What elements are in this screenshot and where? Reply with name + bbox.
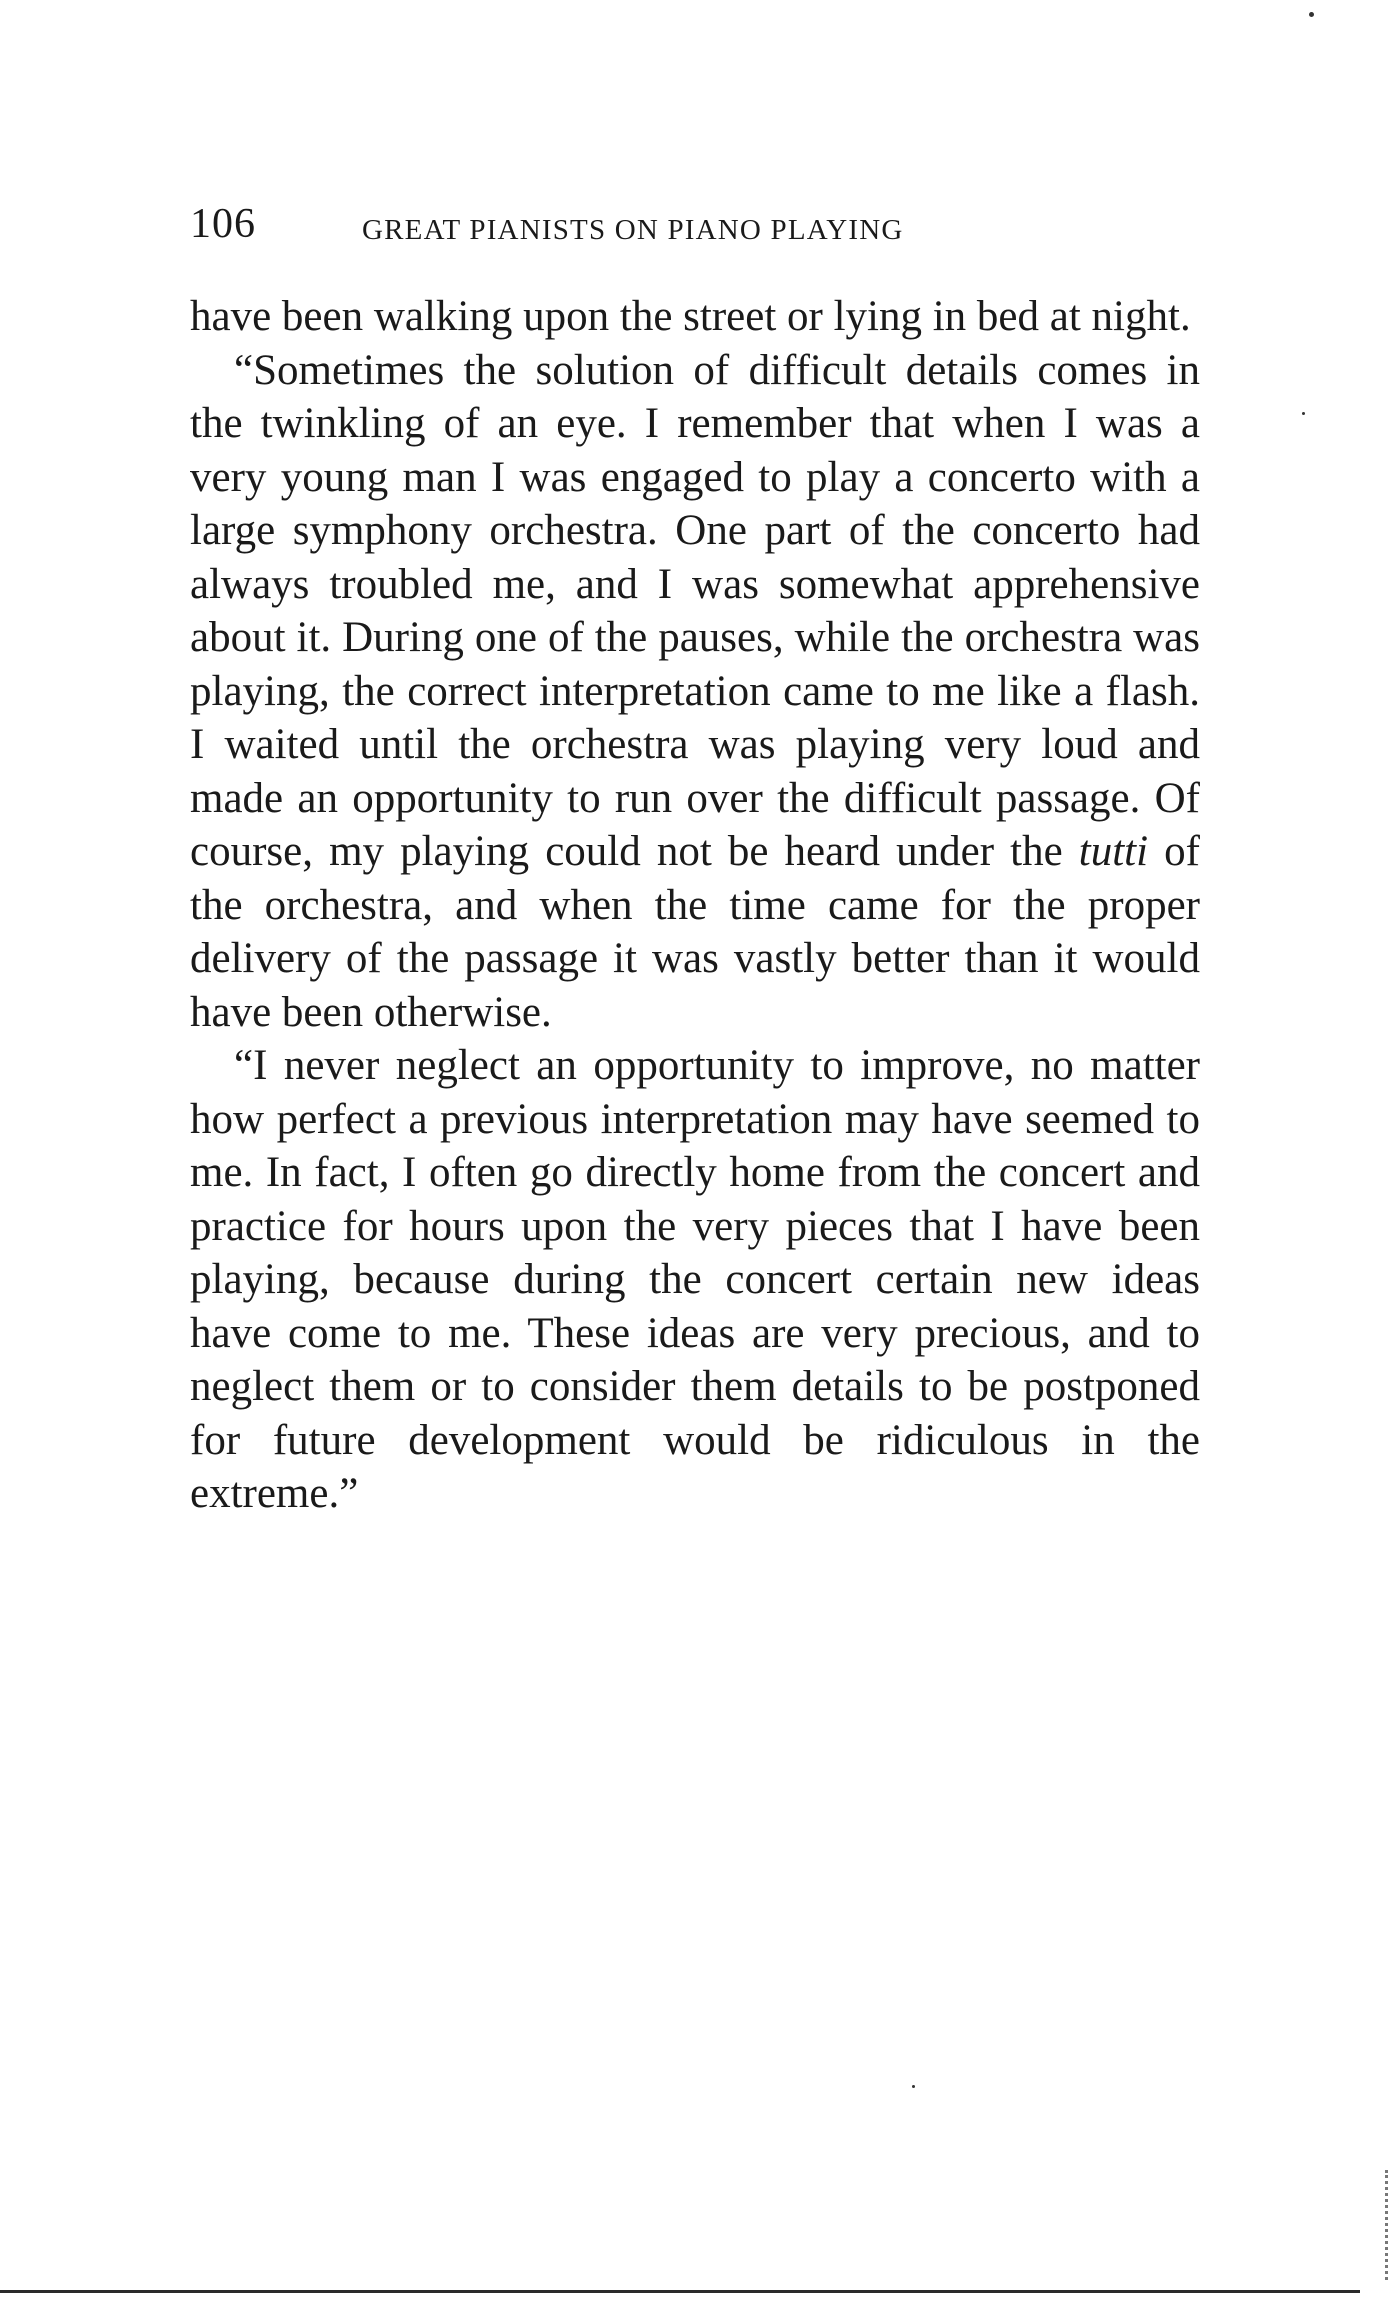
paragraph-2	[190, 344, 1200, 1040]
page-number: 106	[190, 201, 256, 247]
running-head: GREAT PIANISTS ON PIANO PLAYING	[362, 214, 904, 246]
page-header	[190, 200, 1050, 264]
paragraph-2-text-start: “Sometimes the solution of difficult details comes in the twinkling of an eye. I remember that when I was a very young man I was engaged to play a concerto with a large symphony orchestra. One part of the concerto had always troubled me, and I was somewhat apprehensive about it. During one of the pauses, while the orchestra was playing, the correct interpretation came to me like a flash. I waited until the orchestra was playing very loud and made an opportunity to run over the difficult passage. Of course, my playing could not be heard under the	[190, 346, 1200, 875]
paragraph-3: “I never neglect an opportunity to improve, no matter how perfect a previous interpretation may have seemed to me. In fact, I often go directly home from the concert and practice for hours upon the very pieces that I have been playing, because during the concert certain new ideas have come to me. These ideas are very precious, and to neglect them or to consider them details to be postponed for future development would be ridiculous in the extreme.”	[190, 1042, 1200, 1517]
body-text	[190, 290, 1200, 1521]
italic-word-tutti: tutti	[1078, 828, 1149, 875]
paragraph-2-text-end: of the orchestra, and when the time came for the proper delivery of the passage it was vastly better than it would have been otherwise.	[190, 828, 1200, 1036]
scan-speck	[1302, 412, 1305, 415]
scan-edge-marks	[1367, 2170, 1388, 2280]
scan-speck	[1309, 12, 1314, 17]
scan-speck	[912, 2085, 915, 2088]
scan-bottom-line	[0, 2290, 1360, 2293]
paragraph-1: have been walking upon the street or lying in bed at night.	[190, 293, 1191, 340]
